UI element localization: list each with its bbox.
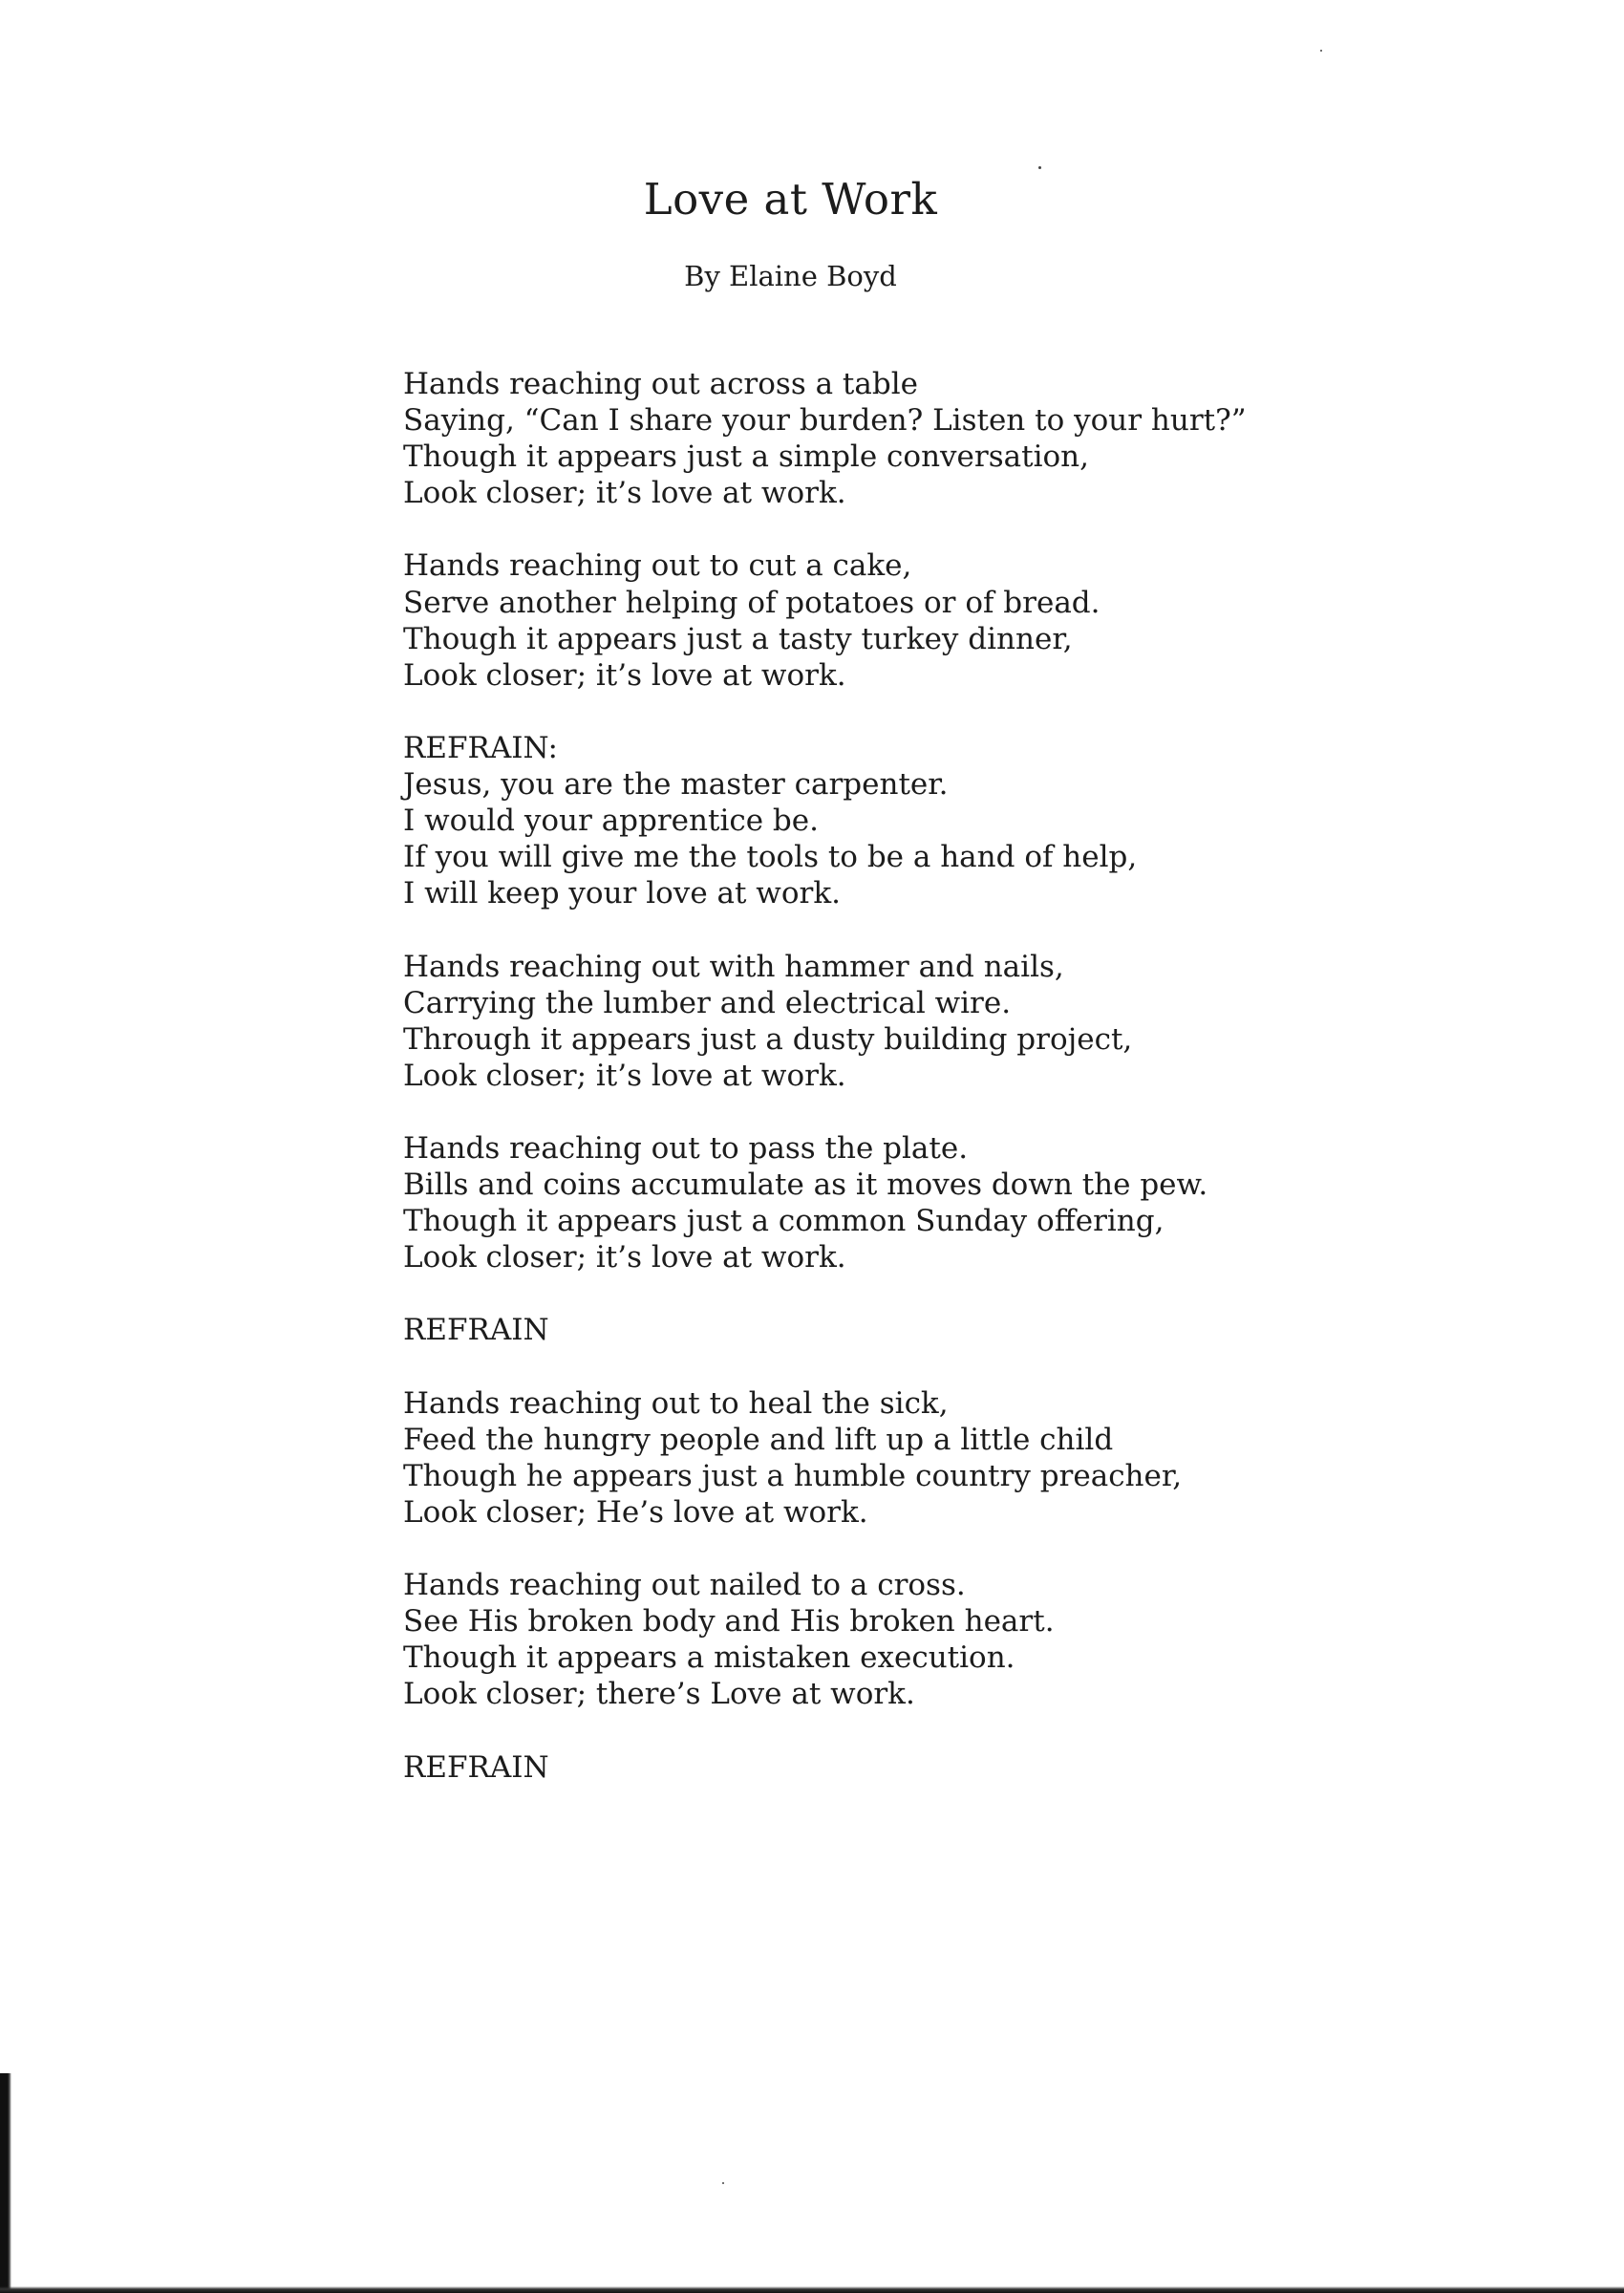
stanza-spacer xyxy=(403,511,1549,547)
poem-line: Look closer; it’s love at work. xyxy=(403,1240,846,1275)
scan-speck xyxy=(1320,50,1322,52)
stanza-spacer xyxy=(403,911,1549,948)
stanza-spacer xyxy=(403,1712,1549,1748)
stanza xyxy=(403,1567,1549,1712)
poem-line: Look closer; He’s love at work. xyxy=(403,1494,868,1530)
scan-edge-shadow xyxy=(0,2073,11,2293)
stanza-spacer xyxy=(403,694,1549,730)
poem-line: I will keep your love at work. xyxy=(403,876,841,911)
stanza xyxy=(403,547,1549,693)
poem-line: Bills and coins accumulate as it moves down the pew. xyxy=(403,1168,1208,1203)
poem-line: Look closer; it’s love at work. xyxy=(403,1058,846,1093)
poem-line: Though he appears just a humble country preacher, xyxy=(403,1458,1183,1493)
poem-line: Saying, “Can I share your burden? Listen to your hurt?” xyxy=(403,403,1247,439)
poem-line: Through it appears just a dusty building project, xyxy=(403,1021,1133,1057)
poem-line: Hands reaching out to cut a cake, xyxy=(403,548,912,584)
poem-line: Look closer; there’s Love at work. xyxy=(403,1677,915,1712)
poem-line: See His broken body and His broken heart. xyxy=(403,1604,1055,1639)
poem-body xyxy=(403,366,1549,1786)
poem-line: I would your apprentice be. xyxy=(403,804,819,839)
refrain-marker xyxy=(403,1749,1549,1786)
poem-line: Serve another helping of potatoes or of bread. xyxy=(403,585,1100,620)
refrain-heading: REFRAIN xyxy=(403,1749,549,1785)
scan-edge-shadow xyxy=(0,2286,1624,2293)
refrain-marker xyxy=(403,1312,1549,1348)
poem-line: Jesus, you are the master carpenter. xyxy=(403,767,949,803)
refrain-stanza xyxy=(403,730,1549,911)
poem-line: Though it appears just a simple conversation, xyxy=(403,439,1089,475)
poem-line: Hands reaching out with hammer and nails, xyxy=(403,949,1064,984)
poem-line: Feed the hungry people and lift up a little child xyxy=(403,1422,1114,1457)
poem-line: Hands reaching out to heal the sick, xyxy=(403,1385,949,1421)
stanza xyxy=(403,366,1549,511)
poem-line: Hands reaching out nailed to a cross. xyxy=(403,1568,966,1603)
stanza-spacer xyxy=(403,1275,1549,1312)
poem-line: Look closer; it’s love at work. xyxy=(403,476,846,511)
stanza-spacer xyxy=(403,1531,1549,1567)
author-byline: By Elaine Boyd xyxy=(684,260,897,292)
poem-line: Though it appears just a common Sunday offering, xyxy=(403,1204,1165,1239)
poem-line: Though it appears just a tasty turkey dinner, xyxy=(403,621,1073,656)
scan-speck xyxy=(722,2182,724,2184)
stanza xyxy=(403,1130,1549,1275)
poem-line: Hands reaching out to pass the plate. xyxy=(403,1130,969,1166)
stanza xyxy=(403,949,1549,1094)
poem-line: Hands reaching out across a table xyxy=(403,367,918,401)
refrain-heading: REFRAIN: xyxy=(403,730,558,765)
stanza xyxy=(403,1385,1549,1531)
poem-line: Look closer; it’s love at work. xyxy=(403,657,846,693)
stanza-spacer xyxy=(403,1094,1549,1130)
stanza-spacer xyxy=(403,1349,1549,1385)
scan-speck xyxy=(1038,166,1041,169)
poem-line: Carrying the lumber and electrical wire. xyxy=(403,985,1012,1020)
poem-line: Though it appears a mistaken execution. xyxy=(403,1640,1015,1676)
poem-line: If you will give me the tools to be a hand of help, xyxy=(403,840,1138,875)
page-title: Love at Work xyxy=(643,174,938,225)
refrain-heading: REFRAIN xyxy=(403,1313,549,1348)
